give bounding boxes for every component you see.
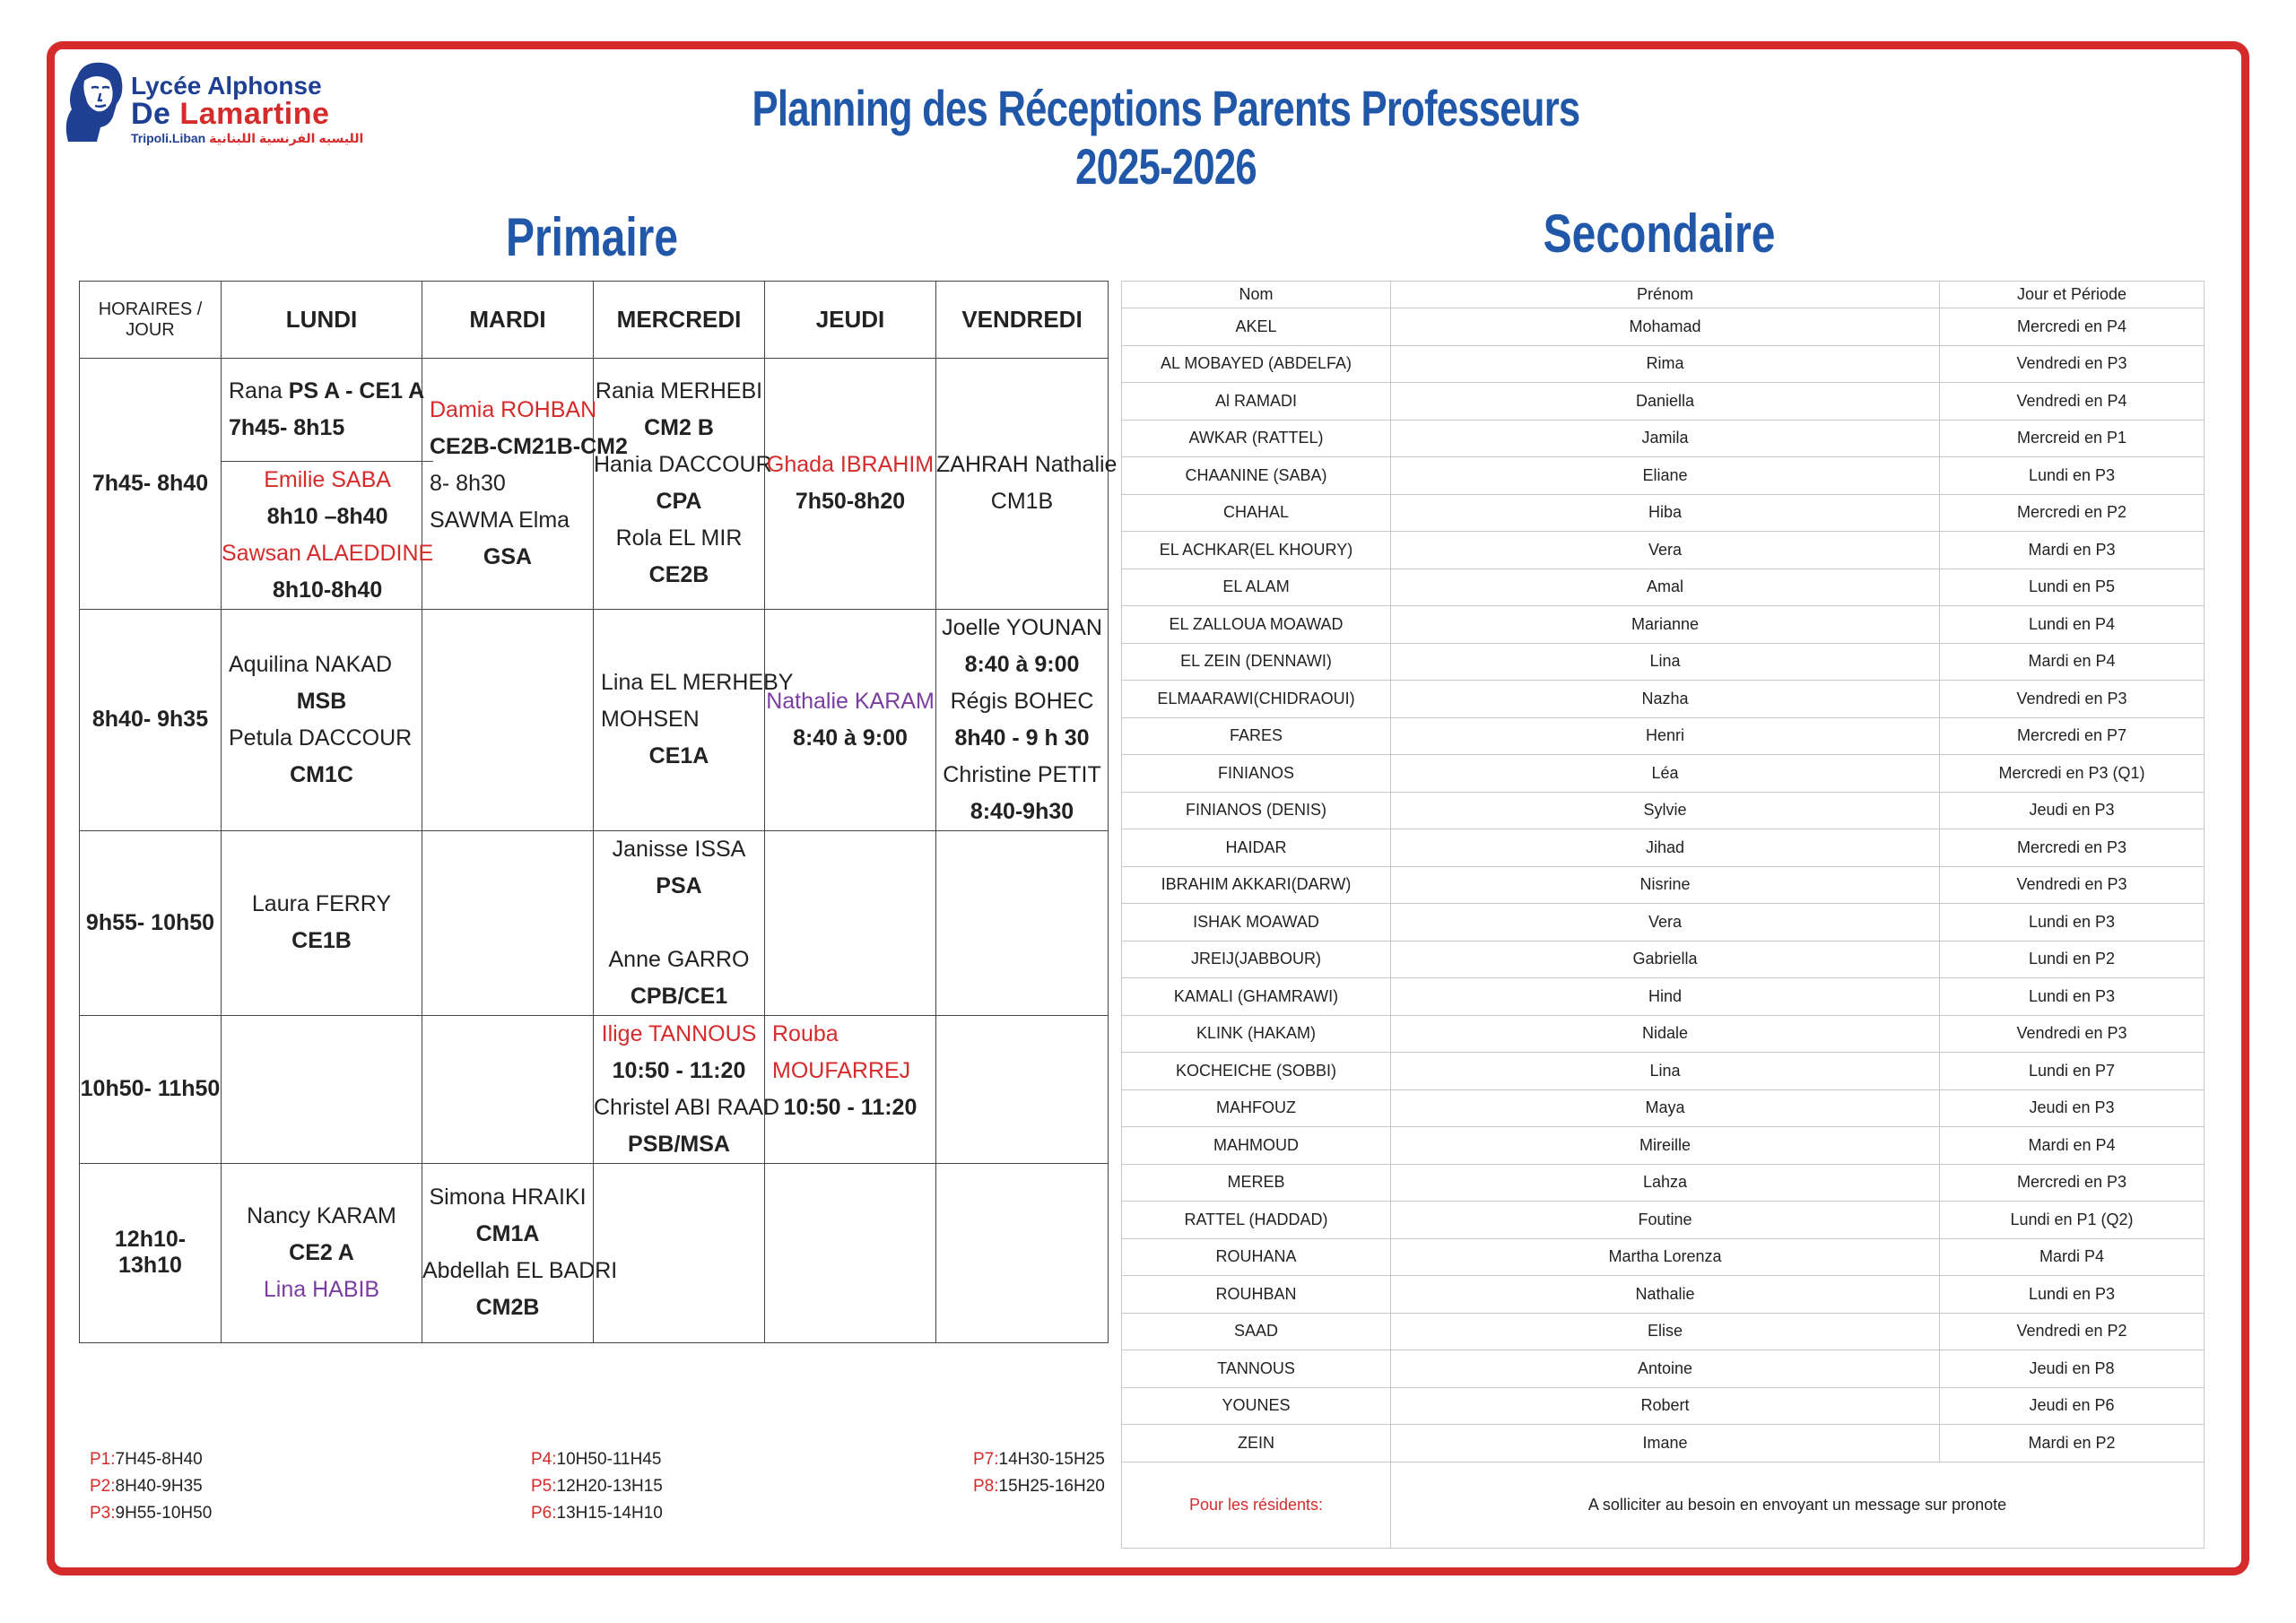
cell-lundi-top: [222, 359, 433, 461]
teacher-name: Lina EL MERHEBY: [601, 670, 794, 695]
class-label: CE1A: [648, 743, 709, 768]
class-label: PSA: [656, 872, 702, 898]
class-label: CM1A: [475, 1221, 540, 1246]
residents-label: Pour les résidents:: [1122, 1462, 1391, 1548]
teacher-prenom: Jihad: [1391, 829, 1940, 867]
teacher-nom: CHAHAL: [1122, 494, 1391, 532]
class-label: CM2B: [475, 1295, 540, 1320]
teacher-jour-periode: Jeudi en P3: [1940, 1089, 2205, 1127]
period-code: P5:: [531, 1477, 557, 1496]
teacher-nom: YOUNES: [1122, 1387, 1391, 1425]
teacher-prenom: Mireille: [1391, 1127, 1940, 1165]
header-nom: Nom: [1122, 282, 1391, 308]
cell-lundi: [222, 609, 422, 830]
teacher-jour-periode: Vendredi en P3: [1940, 681, 2205, 718]
header-horaires: HORAIRES / JOUR: [80, 282, 222, 359]
teacher-name: Nancy KARAM: [247, 1202, 396, 1228]
teacher-jour-periode: Mardi en P4: [1940, 1127, 2205, 1165]
time-label: 10:50 - 11:20: [783, 1094, 918, 1120]
table-row: [1122, 568, 2205, 606]
teacher-name: Hania DACCOUR: [594, 452, 772, 478]
teacher-jour-periode: Mercredi en P3: [1940, 829, 2205, 867]
hour-cell: 7h45- 8h40: [80, 359, 222, 610]
period-item: [973, 1473, 1105, 1500]
teacher-nom: MAHMOUD: [1122, 1127, 1391, 1165]
teacher-nom: EL ALAM: [1122, 568, 1391, 606]
teacher-name: Petula DACCOUR: [229, 725, 413, 751]
teacher-prenom: Lina: [1391, 1053, 1940, 1090]
table-row: [1122, 904, 2205, 942]
period-item: [90, 1473, 212, 1500]
teacher-name: Rana: [229, 378, 289, 404]
time-label: 8- 8h30: [430, 470, 506, 496]
teacher-nom: FINIANOS (DENIS): [1122, 792, 1391, 829]
period-code: P4:: [531, 1450, 557, 1469]
class-label: CM1B: [990, 489, 1054, 515]
period-legend-col3: [973, 1446, 1105, 1500]
table-row: [1122, 1387, 2205, 1425]
hour-cell: 12h10- 13h10: [80, 1163, 222, 1342]
teacher-jour-periode: Lundi en P5: [1940, 568, 2205, 606]
teacher-name: Laura FERRY: [251, 891, 392, 916]
teacher-jour-periode: Mardi en P4: [1940, 643, 2205, 681]
teacher-name: MOHSEN: [601, 707, 700, 732]
cell-lundi: [222, 830, 422, 1015]
teacher-prenom: Lahza: [1391, 1164, 1940, 1202]
teacher-jour-periode: Mercredi en P3: [1940, 1164, 2205, 1202]
primaire-table: [79, 281, 1118, 1343]
logo-line-2a: De: [131, 97, 180, 131]
teacher-jour-periode: Lundi en P3: [1940, 978, 2205, 1016]
teacher-name: Anne GARRO: [608, 946, 750, 972]
teacher-prenom: Léa: [1391, 755, 1940, 793]
teacher-prenom: Hind: [1391, 978, 1940, 1016]
teacher-prenom: Hiba: [1391, 494, 1940, 532]
lamartine-portrait-icon: [61, 59, 136, 145]
period-time: 15H25-16H20: [998, 1477, 1105, 1496]
teacher-name: ZAHRAH Nathalie: [936, 452, 1118, 478]
cell-mardi: [422, 830, 594, 1015]
teacher-name: Damia ROHBAN: [430, 396, 597, 422]
table-row: [80, 1163, 1109, 1342]
teacher-prenom: Henri: [1391, 717, 1940, 755]
time-label: 8:40-9h30: [970, 798, 1074, 824]
teacher-name: Lina HABIB: [263, 1276, 380, 1302]
time-label: 8:40 à 9:00: [793, 725, 908, 751]
period-time: 14H30-15H25: [998, 1450, 1105, 1469]
teacher-jour-periode: Lundi en P3: [1940, 457, 2205, 495]
teacher-prenom: Amal: [1391, 568, 1940, 606]
table-row: [80, 359, 1109, 610]
class-label: CE2 A: [289, 1239, 354, 1265]
teacher-name: Joelle YOUNAN: [942, 614, 1102, 640]
secondaire-table: [1121, 281, 2205, 1549]
logo-arabic: الليسيه الفرنسية اللبنانية: [209, 131, 364, 145]
time-label: 8:40 à 9:00: [964, 651, 1080, 677]
header-mardi: MARDI: [422, 282, 594, 359]
teacher-jour-periode: Mardi en P2: [1940, 1425, 2205, 1462]
teacher-nom: HAIDAR: [1122, 829, 1391, 867]
teacher-name: Rouba: [772, 1020, 839, 1046]
teacher-nom: MEREB: [1122, 1164, 1391, 1202]
cell-mardi: [422, 1015, 594, 1163]
teacher-prenom: Antoine: [1391, 1350, 1940, 1388]
table-row: [1122, 1127, 2205, 1165]
cell-lundi: [222, 1015, 422, 1163]
teacher-prenom: Vera: [1391, 904, 1940, 942]
table-row: [80, 830, 1109, 1015]
cell-mardi: [422, 359, 628, 610]
hour-cell: 10h50- 11h50: [80, 1015, 222, 1163]
cell-jeudi: [765, 1015, 936, 1163]
cell-mercredi: [594, 1163, 765, 1342]
teacher-name: Nathalie KARAM: [766, 688, 935, 714]
teacher-nom: JREIJ(JABBOUR): [1122, 941, 1391, 978]
teacher-nom: ROUHBAN: [1122, 1276, 1391, 1314]
period-item: [90, 1446, 212, 1473]
hour-cell: 9h55- 10h50: [80, 830, 222, 1015]
teacher-nom: ZEIN: [1122, 1425, 1391, 1462]
school-logo: [61, 59, 364, 149]
teacher-nom: MAHFOUZ: [1122, 1089, 1391, 1127]
time-label: 10:50 - 11:20: [612, 1057, 746, 1083]
teacher-nom: ISHAK MOAWAD: [1122, 904, 1391, 942]
time-label: 8h10 –8h40: [266, 503, 388, 529]
cell-mardi: [422, 609, 594, 830]
teacher-name: Régis BOHEC: [950, 688, 1094, 714]
table-row: [1122, 606, 2205, 644]
teacher-nom: FINIANOS: [1122, 755, 1391, 793]
teacher-jour-periode: Lundi en P1 (Q2): [1940, 1202, 2205, 1239]
header-jeudi: JEUDI: [765, 282, 936, 359]
teacher-jour-periode: Lundi en P2: [1940, 941, 2205, 978]
class-label: PSB/MSA: [628, 1131, 730, 1157]
teacher-jour-periode: Mardi en P3: [1940, 532, 2205, 569]
teacher-jour-periode: Lundi en P3: [1940, 904, 2205, 942]
header-vendredi: VENDREDI: [936, 282, 1109, 359]
teacher-jour-periode: Vendredi en P3: [1940, 866, 2205, 904]
table-header-row: [1122, 282, 2205, 308]
teacher-jour-periode: Mercredi en P3 (Q1): [1940, 755, 2205, 793]
teacher-prenom: Nidale: [1391, 1015, 1940, 1053]
table-row: [1122, 532, 2205, 569]
table-row: [1122, 1089, 2205, 1127]
period-code: P3:: [90, 1504, 116, 1523]
cell-vendredi: [936, 359, 1118, 610]
teacher-nom: EL ZALLOUA MOAWAD: [1122, 606, 1391, 644]
time-label: 7h45- 8h15: [229, 414, 345, 440]
teacher-name: MOUFARREJ: [772, 1057, 911, 1083]
teacher-name: Christine PETIT: [943, 761, 1101, 787]
table-row: [1122, 1202, 2205, 1239]
teacher-name: Janisse ISSA: [612, 836, 746, 862]
residents-text: A solliciter au besoin en envoyant un message sur pronote: [1391, 1462, 2205, 1548]
period-legend-col1: [90, 1446, 212, 1527]
table-row: [1122, 383, 2205, 421]
table-row: [1122, 308, 2205, 346]
table-row: [1122, 681, 2205, 718]
table-row: [1122, 1425, 2205, 1462]
table-row: [1122, 792, 2205, 829]
table-row: [80, 1015, 1109, 1163]
teacher-jour-periode: Lundi en P3: [1940, 1276, 2205, 1314]
class-label: CPA: [656, 489, 702, 515]
teacher-jour-periode: Vendredi en P3: [1940, 345, 2205, 383]
cell-lundi: [222, 1163, 422, 1342]
primaire-title: Primaire: [505, 207, 679, 267]
class-label: PS A - CE1 A: [288, 378, 425, 404]
teacher-nom: CHAANINE (SABA): [1122, 457, 1391, 495]
table-row: [1122, 643, 2205, 681]
table-row: [1122, 1164, 2205, 1202]
table-row: [1122, 457, 2205, 495]
table-row: [1122, 1015, 2205, 1053]
cell-mercredi: [594, 830, 765, 1015]
period-code: P2:: [90, 1477, 116, 1496]
split-cell: [222, 359, 433, 609]
teacher-jour-periode: Mardi P4: [1940, 1238, 2205, 1276]
page-title: Planning des Réceptions Parents Professeurs 2025-2026: [752, 80, 1580, 195]
logo-line-2b: Lamartine: [179, 97, 330, 131]
spacer: [594, 905, 764, 942]
table-row: [1122, 1350, 2205, 1388]
class-label: CE2B-CM21B-CM2: [430, 433, 628, 459]
table-row: [1122, 829, 2205, 867]
period-time: 12H20-13H15: [556, 1477, 663, 1496]
table-row: [1122, 978, 2205, 1016]
teacher-name: Christel ABI RAAD: [594, 1094, 780, 1120]
table-row: [1122, 420, 2205, 457]
teacher-prenom: Imane: [1391, 1425, 1940, 1462]
teacher-name: Ghada IBRAHIM: [766, 452, 935, 478]
time-label: 8h10-8h40: [272, 577, 383, 603]
class-label: CM2 B: [644, 415, 714, 441]
period-legend-col2: [531, 1446, 663, 1527]
table-row: [1122, 494, 2205, 532]
teacher-nom: EL ACHKAR(EL KHOURY): [1122, 532, 1391, 569]
header-prenom: Prénom: [1391, 282, 1940, 308]
teacher-prenom: Vera: [1391, 532, 1940, 569]
cell-vendredi: [936, 830, 1109, 1015]
secondaire-body: [1122, 308, 2205, 1462]
period-code: P1:: [90, 1450, 116, 1469]
period-time: 9H55-10H50: [115, 1504, 213, 1523]
teacher-prenom: Nisrine: [1391, 866, 1940, 904]
teacher-prenom: Elise: [1391, 1313, 1940, 1350]
class-label: GSA: [483, 543, 533, 569]
teacher-name: Rola EL MIR: [615, 525, 743, 551]
cell-jeudi: [765, 609, 936, 830]
residents-row: [1122, 1462, 2205, 1548]
header-mercredi: MERCREDI: [594, 282, 765, 359]
teacher-prenom: Eliane: [1391, 457, 1940, 495]
teacher-jour-periode: Jeudi en P3: [1940, 792, 2205, 829]
time-label: 8h40 - 9 h 30: [954, 725, 1090, 751]
teacher-prenom: Sylvie: [1391, 792, 1940, 829]
table-row: [1122, 866, 2205, 904]
header-lundi: LUNDI: [222, 282, 422, 359]
period-code: P8:: [973, 1477, 999, 1496]
table-row: [1122, 345, 2205, 383]
class-label: CE1B: [291, 928, 352, 953]
period-code: P6:: [531, 1504, 557, 1523]
teacher-nom: RATTEL (HADDAD): [1122, 1202, 1391, 1239]
table-row: [80, 609, 1109, 830]
teacher-prenom: Robert: [1391, 1387, 1940, 1425]
teacher-prenom: Gabriella: [1391, 941, 1940, 978]
teacher-name: SAWMA Elma: [430, 507, 570, 533]
table-row: [1122, 941, 2205, 978]
period-item: [531, 1500, 663, 1527]
table-row: [1122, 755, 2205, 793]
teacher-prenom: Daniella: [1391, 383, 1940, 421]
cell-jeudi: [765, 830, 936, 1015]
teacher-nom: KLINK (HAKAM): [1122, 1015, 1391, 1053]
cell-vendredi: [936, 1163, 1109, 1342]
period-time: 8H40-9H35: [115, 1477, 203, 1496]
teacher-jour-periode: Jeudi en P6: [1940, 1387, 2205, 1425]
cell-lundi-bottom: [222, 461, 433, 609]
table-row: [1122, 1276, 2205, 1314]
cell-mardi: [422, 1163, 618, 1342]
teacher-prenom: Mohamad: [1391, 308, 1940, 346]
teacher-jour-periode: Mercreid en P1: [1940, 420, 2205, 457]
period-time: 10H50-11H45: [556, 1450, 662, 1469]
period-item: [531, 1473, 663, 1500]
teacher-name: Simona HRAIKI: [429, 1185, 587, 1210]
teacher-nom: Al RAMADI: [1122, 383, 1391, 421]
cell-jeudi: [765, 359, 936, 610]
teacher-nom: FARES: [1122, 717, 1391, 755]
logo-line-1: Lycée Alphonse: [131, 72, 322, 100]
class-label: CPB/CE1: [630, 983, 728, 1009]
cell-jeudi: [765, 1163, 936, 1342]
teacher-jour-periode: Vendredi en P3: [1940, 1015, 2205, 1053]
teacher-name: Ilige TANNOUS: [601, 1020, 757, 1046]
class-label: CM1C: [290, 761, 353, 787]
teacher-nom: IBRAHIM AKKARI(DARW): [1122, 866, 1391, 904]
cell-lundi: [222, 359, 434, 610]
teacher-name: Abdellah EL BADRI: [422, 1258, 618, 1283]
logo-city: Tripoli.Liban: [131, 131, 206, 145]
teacher-name: Sawsan ALAEDDINE: [222, 540, 434, 566]
class-label: CE2B: [648, 562, 709, 588]
period-time: 13H15-14H10: [556, 1504, 663, 1523]
class-label: MSB: [296, 688, 347, 714]
table-header-row: [80, 282, 1109, 359]
teacher-jour-periode: Mercredi en P4: [1940, 308, 2205, 346]
teacher-prenom: Marianne: [1391, 606, 1940, 644]
cell-mercredi: [594, 609, 794, 830]
teacher-name: Rania MERHEBI: [595, 378, 763, 404]
teacher-jour-periode: Mercredi en P2: [1940, 494, 2205, 532]
cell-mercredi: [594, 359, 772, 610]
teacher-prenom: Nathalie: [1391, 1276, 1940, 1314]
teacher-nom: KOCHEICHE (SOBBI): [1122, 1053, 1391, 1090]
period-code: P7:: [973, 1450, 999, 1469]
logo-line-2: [131, 97, 329, 132]
time-label: 7h50-8h20: [795, 489, 906, 515]
teacher-jour-periode: Lundi en P4: [1940, 606, 2205, 644]
teacher-jour-periode: Vendredi en P4: [1940, 383, 2205, 421]
teacher-prenom: Maya: [1391, 1089, 1940, 1127]
teacher-prenom: Rima: [1391, 345, 1940, 383]
table-row: [1122, 1238, 2205, 1276]
teacher-prenom: Foutine: [1391, 1202, 1940, 1239]
header-jour-periode: Jour et Période: [1940, 282, 2205, 308]
period-item: [90, 1500, 212, 1527]
hour-cell: 8h40- 9h35: [80, 609, 222, 830]
logo-line-3: [131, 131, 363, 146]
teacher-line: [222, 373, 433, 410]
period-item: [973, 1446, 1105, 1473]
table-row: [1122, 1313, 2205, 1350]
teacher-jour-periode: Vendredi en P2: [1940, 1313, 2205, 1350]
teacher-prenom: Martha Lorenza: [1391, 1238, 1940, 1276]
teacher-nom: SAAD: [1122, 1313, 1391, 1350]
teacher-nom: KAMALI (GHAMRAWI): [1122, 978, 1391, 1016]
teacher-nom: AKEL: [1122, 308, 1391, 346]
period-item: [531, 1446, 663, 1473]
table-row: [1122, 1053, 2205, 1090]
secondaire-title: Secondaire: [1543, 204, 1776, 264]
teacher-jour-periode: Lundi en P7: [1940, 1053, 2205, 1090]
teacher-prenom: Jamila: [1391, 420, 1940, 457]
cell-vendredi: [936, 1015, 1109, 1163]
table-row: [1122, 717, 2205, 755]
teacher-jour-periode: Jeudi en P8: [1940, 1350, 2205, 1388]
teacher-nom: AL MOBAYED (ABDELFA): [1122, 345, 1391, 383]
teacher-nom: EL ZEIN (DENNAWI): [1122, 643, 1391, 681]
teacher-nom: AWKAR (RATTEL): [1122, 420, 1391, 457]
teacher-name: Emilie SABA: [264, 466, 391, 492]
teacher-nom: TANNOUS: [1122, 1350, 1391, 1388]
teacher-prenom: Nazha: [1391, 681, 1940, 718]
teacher-nom: ELMAARAWI(CHIDRAOUI): [1122, 681, 1391, 718]
period-time: 7H45-8H40: [115, 1450, 203, 1469]
teacher-nom: ROUHANA: [1122, 1238, 1391, 1276]
teacher-name: Aquilina NAKAD: [229, 651, 393, 677]
teacher-jour-periode: Mercredi en P7: [1940, 717, 2205, 755]
cell-vendredi: [936, 609, 1109, 830]
teacher-prenom: Lina: [1391, 643, 1940, 681]
cell-mercredi: [594, 1015, 780, 1163]
